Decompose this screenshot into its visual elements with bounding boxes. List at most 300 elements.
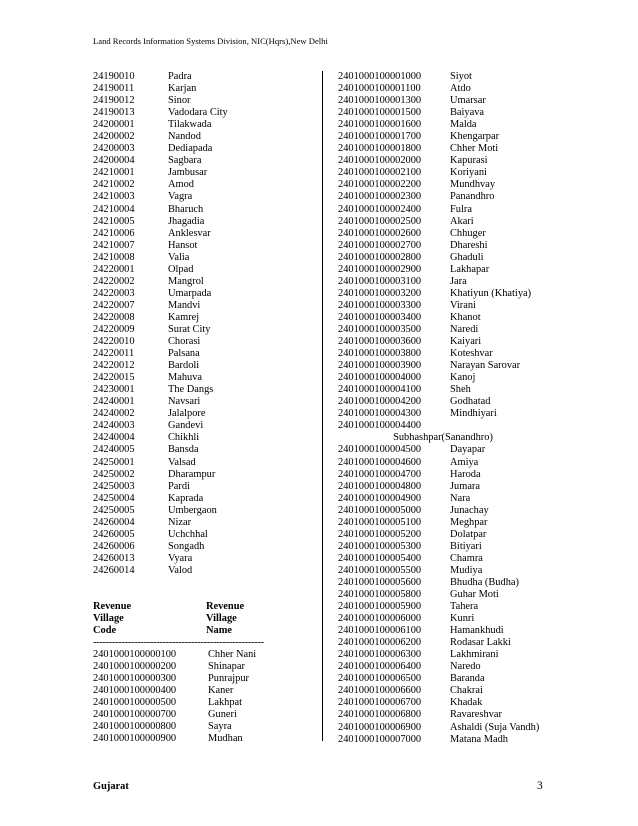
code-cell: 2401000100003900 xyxy=(338,360,422,372)
code-cell: 24190011 xyxy=(93,83,135,95)
code-cell: 24250002 xyxy=(93,468,135,480)
table-row xyxy=(338,264,578,276)
name-cell: Mindhiyari xyxy=(450,408,497,420)
name-cell: Malda xyxy=(450,119,477,131)
village-table-header xyxy=(93,601,323,613)
table-row xyxy=(93,131,323,143)
name-cell: Padra xyxy=(168,71,192,82)
code-cell: 24210008 xyxy=(93,251,135,263)
code-cell: 24260014 xyxy=(93,564,135,576)
code-cell: 24240002 xyxy=(93,408,135,420)
code-cell: 2401000100005800 xyxy=(338,589,422,601)
code-cell: 2401000100000500 xyxy=(93,697,177,709)
table-row xyxy=(338,276,578,288)
code-cell: 2401000100003500 xyxy=(338,323,422,335)
name-cell: Chakrai xyxy=(450,685,483,697)
table-row xyxy=(93,324,323,336)
code-cell: 2401000100005000 xyxy=(338,504,422,516)
name-cell: Guneri xyxy=(208,709,237,721)
name-cell: Olpad xyxy=(168,263,194,275)
table-row xyxy=(338,252,578,264)
code-cell: 24210005 xyxy=(93,215,135,227)
table-row xyxy=(338,481,578,493)
name-cell: Sayra xyxy=(208,721,232,733)
name-cell: Jara xyxy=(450,275,467,287)
name-cell: Nizar xyxy=(168,516,192,528)
name-cell: Mundhvay xyxy=(450,179,496,191)
section-gap xyxy=(93,577,323,601)
code-cell: 2401000100000100 xyxy=(93,649,177,661)
code-cell: 2401000100004000 xyxy=(338,372,422,384)
code-cell: 2401000100000300 xyxy=(93,673,177,685)
code-cell: 24210002 xyxy=(93,179,135,191)
table-row xyxy=(93,95,323,107)
name-cell: Amiya xyxy=(450,456,479,468)
name-cell: Baranda xyxy=(450,673,485,685)
table-row xyxy=(338,95,578,107)
name-cell: Atdo xyxy=(450,83,471,95)
code-cell: 2401000100003300 xyxy=(338,299,422,311)
table-row xyxy=(93,420,323,432)
code-cell: 2401000100004400 xyxy=(338,420,422,432)
table-row xyxy=(93,348,323,360)
name-cell: Kapurasi xyxy=(450,155,488,167)
name-cell: Dharampur xyxy=(168,468,216,480)
table-row xyxy=(93,661,323,673)
code-cell: 2401000100003400 xyxy=(338,311,422,323)
name-cell: Anklesvar xyxy=(168,227,211,239)
name-cell: Sagbara xyxy=(168,155,202,167)
name-cell: Naredo xyxy=(450,661,481,673)
table-row xyxy=(93,228,323,240)
code-cell: 2401000100005500 xyxy=(338,564,422,576)
header-code-label: Revenue xyxy=(93,600,132,612)
code-cell: 2401000100001100 xyxy=(338,83,421,95)
code-cell: 2401000100002800 xyxy=(338,251,422,263)
name-cell: Siyot xyxy=(450,71,472,82)
table-row xyxy=(338,601,578,613)
table-row xyxy=(93,529,323,541)
code-cell: 2401000100005900 xyxy=(338,601,422,613)
code-cell: 2401000100000800 xyxy=(93,721,177,733)
table-row xyxy=(93,408,323,420)
table-row xyxy=(93,276,323,288)
table-row xyxy=(338,553,578,565)
name-cell: Hansot xyxy=(168,239,198,251)
name-cell: Narayan Sarovar xyxy=(450,360,521,372)
name-cell: Lakhmirani xyxy=(450,649,499,661)
code-cell: 24230001 xyxy=(93,384,135,396)
code-cell: 24220007 xyxy=(93,299,135,311)
code-cell: 24200001 xyxy=(93,119,135,131)
table-row xyxy=(338,444,578,456)
table-row xyxy=(338,420,578,432)
table-row xyxy=(338,673,578,685)
left-column xyxy=(93,71,323,746)
code-cell: 24200002 xyxy=(93,131,135,143)
table-row xyxy=(93,119,323,131)
code-cell: 24260005 xyxy=(93,528,135,540)
code-cell: 2401000100007000 xyxy=(338,733,422,745)
table-row xyxy=(338,204,578,216)
table-row xyxy=(93,469,323,481)
table-row xyxy=(93,432,323,444)
name-cell: Chamra xyxy=(450,552,483,564)
table-row xyxy=(93,457,323,469)
name-cell: The Dangs xyxy=(168,384,214,396)
name-cell: Dayapar xyxy=(450,444,486,456)
name-cell: Bardoli xyxy=(168,360,200,372)
code-cell: 24220001 xyxy=(93,263,135,275)
name-cell: Kaiyari xyxy=(450,336,482,348)
code-cell: 2401000100002500 xyxy=(338,215,422,227)
code-cell: 24210001 xyxy=(93,167,135,179)
name-cell: Ravareshvar xyxy=(450,709,502,721)
code-cell: 2401000100003100 xyxy=(338,275,422,287)
name-cell: Valod xyxy=(168,564,193,576)
name-cell: Gandevi xyxy=(168,420,204,432)
name-cell: Sinor xyxy=(168,95,191,107)
table-row xyxy=(93,216,323,228)
header-code-label: Code xyxy=(93,625,117,637)
table-row xyxy=(338,360,578,372)
code-cell: 2401000100001600 xyxy=(338,119,422,131)
code-cell: 2401000100004800 xyxy=(338,480,422,492)
code-cell: 24200004 xyxy=(93,155,135,167)
code-cell: 2401000100002300 xyxy=(338,191,422,203)
header-name-label: Name xyxy=(206,625,232,637)
table-row xyxy=(93,372,323,384)
code-cell: 24240001 xyxy=(93,396,135,408)
name-cell: Hamankhudi xyxy=(450,625,504,637)
code-cell: 2401000100001500 xyxy=(338,107,422,119)
header-code-label: Village xyxy=(93,613,124,625)
code-cell: 2401000100006600 xyxy=(338,685,422,697)
name-cell: Khengarpar xyxy=(450,131,500,143)
table-row xyxy=(93,565,323,577)
table-row xyxy=(93,649,323,661)
name-cell: Valia xyxy=(168,251,190,263)
code-cell: 2401000100006800 xyxy=(338,709,422,721)
code-cell: 24220012 xyxy=(93,360,135,372)
code-cell: 24240005 xyxy=(93,444,135,456)
table-row xyxy=(338,372,578,384)
table-row xyxy=(338,505,578,517)
table-row xyxy=(93,444,323,456)
table-row xyxy=(93,155,323,167)
table-row xyxy=(93,541,323,553)
table-row xyxy=(338,228,578,240)
code-cell: 24190010 xyxy=(93,71,135,82)
code-cell: 2401000100001700 xyxy=(338,131,422,143)
name-cell: Songadh xyxy=(168,540,205,552)
name-cell: Koriyani xyxy=(450,167,487,179)
table-row xyxy=(93,143,323,155)
table-row xyxy=(93,396,323,408)
name-cell: Panandhro xyxy=(450,191,495,203)
header-name-label: Revenue xyxy=(206,600,245,612)
code-cell: 2401000100002400 xyxy=(338,203,422,215)
table-row xyxy=(93,264,323,276)
table-row xyxy=(93,191,323,203)
table-row xyxy=(338,734,578,746)
table-row xyxy=(93,167,323,179)
code-cell: 2401000100004700 xyxy=(338,468,422,480)
code-cell: 2401000100004500 xyxy=(338,444,422,456)
name-cell: Bansda xyxy=(168,444,199,456)
name-cell: Guhar Moti xyxy=(450,589,499,601)
table-row xyxy=(93,336,323,348)
name-cell: Mudiya xyxy=(450,564,483,576)
village-table-header xyxy=(93,613,323,625)
code-cell: 24220008 xyxy=(93,311,135,323)
code-cell: 24200003 xyxy=(93,143,135,155)
name-cell: Nara xyxy=(450,492,471,504)
table-row xyxy=(93,83,323,95)
name-cell: Valsad xyxy=(168,456,196,468)
table-row xyxy=(93,360,323,372)
table-row xyxy=(93,288,323,300)
name-cell: Jhagadia xyxy=(168,215,205,227)
table-row xyxy=(338,107,578,119)
code-cell: 2401000100001300 xyxy=(338,95,422,107)
table-row xyxy=(338,384,578,396)
code-cell: 2401000100006500 xyxy=(338,673,422,685)
table-row xyxy=(338,71,578,83)
name-cell: Rodasar Lakki xyxy=(450,637,511,649)
table-row xyxy=(93,709,323,721)
name-cell: Chikhli xyxy=(168,432,200,444)
header-separator: ------------------------------------------------------ xyxy=(93,637,264,649)
table-row xyxy=(93,553,323,565)
name-cell: Amod xyxy=(168,179,194,191)
table-row xyxy=(338,324,578,336)
name-cell: Chher Nani xyxy=(208,649,257,661)
name-cell: Umarsar xyxy=(450,95,486,107)
code-cell: 24220003 xyxy=(93,287,135,299)
table-row xyxy=(93,493,323,505)
table-row xyxy=(93,517,323,529)
name-cell: Surat City xyxy=(168,323,211,335)
code-cell: 2401000100002200 xyxy=(338,179,422,191)
table-row xyxy=(338,432,578,444)
code-cell: 24240003 xyxy=(93,420,135,432)
code-cell: 24250003 xyxy=(93,480,135,492)
code-cell: 2401000100001000 xyxy=(338,71,422,82)
table-row xyxy=(93,71,323,83)
name-cell: Karjan xyxy=(168,83,197,95)
code-cell: 24210006 xyxy=(93,227,135,239)
table-row xyxy=(338,637,578,649)
code-cell: 2401000100000900 xyxy=(93,733,177,745)
code-cell: 2401000100005100 xyxy=(338,516,422,528)
table-row xyxy=(93,204,323,216)
name-cell: Uchchhal xyxy=(168,528,208,540)
table-row xyxy=(338,396,578,408)
name-cell: Dediapada xyxy=(168,143,213,155)
name-cell: Navsari xyxy=(168,396,201,408)
name-cell: Kanoj xyxy=(450,372,476,384)
table-row xyxy=(93,312,323,324)
name-cell: Dolatpar xyxy=(450,528,487,540)
table-row xyxy=(338,457,578,469)
table-row xyxy=(93,733,323,745)
code-cell: 24210003 xyxy=(93,191,135,203)
table-row xyxy=(338,83,578,95)
table-row xyxy=(338,469,578,481)
code-cell: 2401000100003600 xyxy=(338,336,422,348)
name-cell: Dhareshi xyxy=(450,239,488,251)
table-row xyxy=(338,336,578,348)
name-cell: Ashaldi (Suja Vandh) xyxy=(450,721,540,733)
code-cell: 2401000100005600 xyxy=(338,576,422,588)
name-cell: Godhatad xyxy=(450,396,491,408)
code-cell: 24260006 xyxy=(93,540,135,552)
table-row xyxy=(338,649,578,661)
table-row xyxy=(93,721,323,733)
table-row xyxy=(338,288,578,300)
name-cell: Naredi xyxy=(450,323,479,335)
name-cell: Vagra xyxy=(168,191,193,203)
name-cell: Haroda xyxy=(450,468,481,480)
page-header: Land Records Information Systems Division, NIC(Hqrs),New Delhi xyxy=(93,36,328,46)
table-row xyxy=(338,685,578,697)
name-cell: Ghaduli xyxy=(450,251,484,263)
code-cell: 2401000100001800 xyxy=(338,143,422,155)
table-row xyxy=(93,685,323,697)
name-cell: Akari xyxy=(450,215,474,227)
name-cell: Lakhpat xyxy=(208,697,243,709)
name-cell: Khadak xyxy=(450,697,483,709)
code-cell: 24250001 xyxy=(93,456,135,468)
table-row xyxy=(338,143,578,155)
table-row xyxy=(338,722,578,734)
name-cell: Matana Madh xyxy=(450,733,508,745)
table-row xyxy=(338,348,578,360)
name-cell: Umbergaon xyxy=(168,504,217,516)
code-cell: 2401000100003800 xyxy=(338,348,422,360)
code-cell: 2401000100006100 xyxy=(338,625,422,637)
code-cell: 2401000100006000 xyxy=(338,613,422,625)
code-cell: 2401000100004300 xyxy=(338,408,422,420)
name-cell: Palsana xyxy=(168,348,200,360)
footer-state: Gujarat xyxy=(93,781,129,792)
name-cell: Kaprada xyxy=(168,492,204,504)
table-row xyxy=(338,179,578,191)
name-cell: Sheh xyxy=(450,384,471,396)
table-row xyxy=(93,240,323,252)
name-cell: Kaner xyxy=(208,685,234,697)
village-name: Subhashpar(Sanandhro) xyxy=(393,432,493,444)
table-row xyxy=(338,541,578,553)
code-cell: 2401000100004100 xyxy=(338,384,422,396)
table-row xyxy=(338,240,578,252)
code-cell: 24250004 xyxy=(93,492,135,504)
name-cell: Fulra xyxy=(450,203,472,215)
code-cell: 2401000100005200 xyxy=(338,528,422,540)
name-cell: Jumara xyxy=(450,480,481,492)
name-cell: Junachay xyxy=(450,504,489,516)
code-cell: 2401000100004200 xyxy=(338,396,422,408)
code-cell: 2401000100004600 xyxy=(338,456,422,468)
table-row xyxy=(338,577,578,589)
name-cell: Mahuva xyxy=(168,372,203,384)
code-cell: 2401000100002900 xyxy=(338,263,422,275)
name-cell: Bitiyari xyxy=(450,540,482,552)
code-cell: 24210004 xyxy=(93,203,135,215)
table-row xyxy=(338,625,578,637)
code-cell: 2401000100006400 xyxy=(338,661,422,673)
table-row xyxy=(338,191,578,203)
table-row xyxy=(338,216,578,228)
table-row xyxy=(93,107,323,119)
code-cell: 2401000100002000 xyxy=(338,155,422,167)
table-row xyxy=(338,709,578,721)
table-row xyxy=(338,697,578,709)
code-cell: 2401000100006900 xyxy=(338,721,422,733)
table-row xyxy=(93,505,323,517)
name-cell: Bharuch xyxy=(168,203,204,215)
code-cell: 24250005 xyxy=(93,504,135,516)
table-row xyxy=(93,673,323,685)
name-cell: Mandvi xyxy=(168,299,201,311)
table-row xyxy=(338,493,578,505)
table-row xyxy=(93,252,323,264)
name-cell: Bhudha (Budha) xyxy=(450,576,519,588)
village-table-header xyxy=(93,625,323,637)
table-row xyxy=(338,613,578,625)
code-cell: 24220002 xyxy=(93,275,135,287)
code-cell: 2401000100002700 xyxy=(338,239,422,251)
code-cell: 2401000100002600 xyxy=(338,227,422,239)
table-row xyxy=(338,312,578,324)
name-cell: Pardi xyxy=(168,480,190,492)
table-row xyxy=(93,481,323,493)
code-cell: 24220015 xyxy=(93,372,135,384)
name-cell: Chher Moti xyxy=(450,143,499,155)
name-cell: Shinapar xyxy=(208,661,245,673)
name-cell: Kamrej xyxy=(168,311,200,323)
table-row xyxy=(338,300,578,312)
name-cell: Khatiyun (Khatiya) xyxy=(450,287,532,299)
name-cell: Vadodara City xyxy=(168,107,228,119)
table-row xyxy=(338,661,578,673)
name-cell: Mangrol xyxy=(168,275,204,287)
code-cell: 2401000100005400 xyxy=(338,552,422,564)
name-cell: Umarpada xyxy=(168,287,212,299)
code-cell: 2401000100000700 xyxy=(93,709,177,721)
name-cell: Vyara xyxy=(168,552,193,564)
code-cell: 24220011 xyxy=(93,348,135,360)
code-cell: 24260013 xyxy=(93,552,135,564)
code-cell: 24190013 xyxy=(93,107,135,119)
right-column xyxy=(338,71,578,746)
name-cell: Meghpar xyxy=(450,516,488,528)
name-cell: Lakhapar xyxy=(450,263,490,275)
code-cell: 24220010 xyxy=(93,336,135,348)
name-cell: Khanot xyxy=(450,311,481,323)
table-row xyxy=(338,119,578,131)
table-row xyxy=(93,697,323,709)
name-cell: Jambusar xyxy=(168,167,208,179)
name-cell: Mudhan xyxy=(208,733,243,745)
code-cell: 24220009 xyxy=(93,323,135,335)
name-cell: Kunri xyxy=(450,613,475,625)
name-cell: Nandod xyxy=(168,131,201,143)
name-cell: Punrajpur xyxy=(208,673,249,685)
code-cell: 2401000100004900 xyxy=(338,492,422,504)
name-cell: Baiyava xyxy=(450,107,485,119)
